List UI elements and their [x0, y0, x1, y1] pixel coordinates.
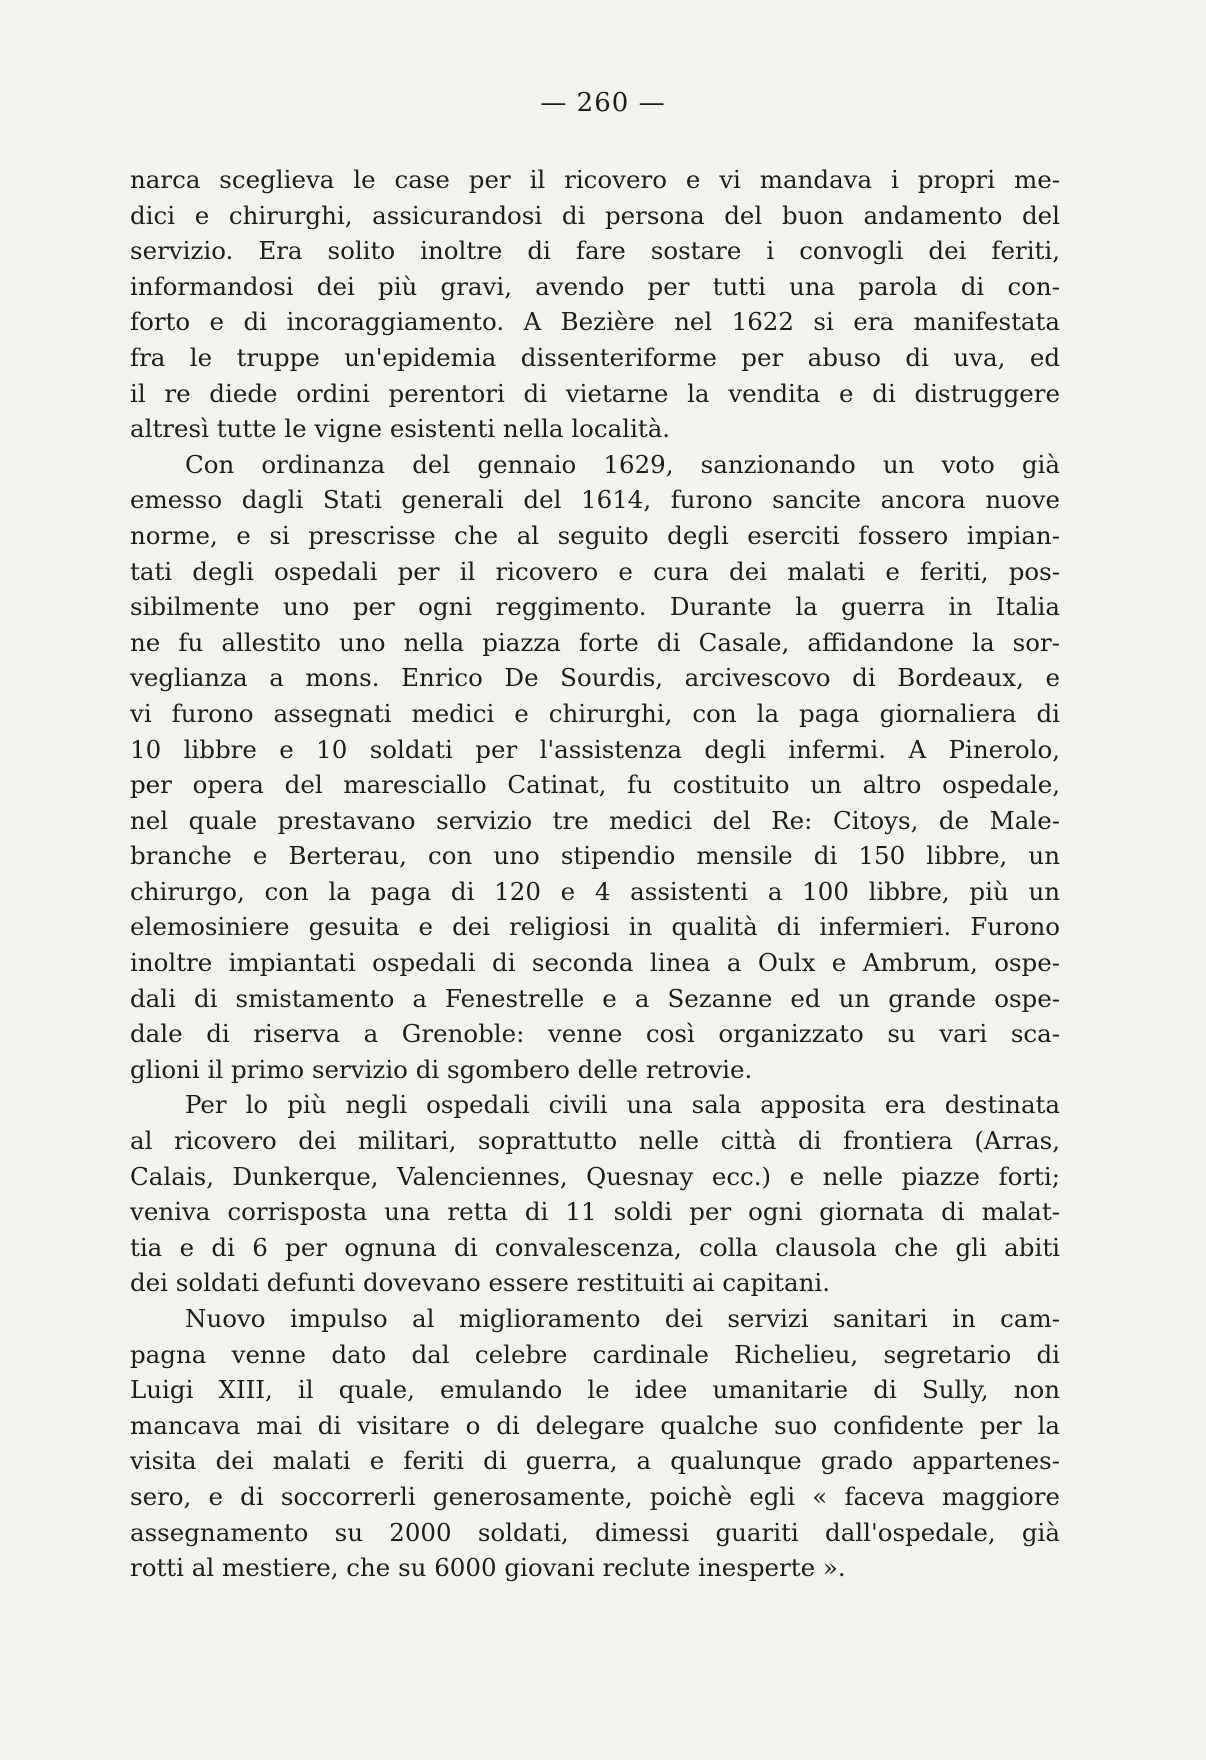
text-line: ne fu allestito uno nella piazza forte di Casale, affidandone la sor- [130, 627, 1060, 657]
text-line: inoltre impiantati ospedali di seconda linea a Oulx e Ambrum, ospe- [130, 948, 1060, 978]
text-line: dale di riserva a Grenoble: venne così organizzato su vari sca- [130, 1019, 1060, 1049]
text-line: nel quale prestavano servizio tre medici del Re: Citoys, de Male- [130, 805, 1060, 835]
paragraph [130, 1301, 1060, 1586]
paragraph [130, 447, 1060, 1088]
text-line: assegnamento su 2000 soldati, dimessi guariti dall'ospedale, già [130, 1517, 1060, 1547]
text-line: norme, e si prescrisse che al seguito degli eserciti fossero impian- [130, 520, 1060, 550]
text-line: tia e di 6 per ognuna di convalescenza, colla clausola che gli abiti [130, 1232, 1060, 1262]
text-line: altresì tutte le vigne esistenti nella località. [130, 414, 671, 444]
text-line: servizio. Era solito inoltre di fare sostare i convogli dei feriti, [130, 236, 1060, 266]
text-line: emesso dagli Stati generali del 1614, furono sancite ancora nuove [130, 485, 1060, 515]
text-line: Calais, Dunkerque, Valenciennes, Quesnay ecc.) e nelle piazze forti; [130, 1161, 1060, 1191]
paragraph [130, 162, 1060, 447]
text-line: Luigi XIII, il quale, emulando le idee umanitarie di Sully, non [130, 1375, 1060, 1405]
text-line: sero, e di soccorrerli generosamente, poichè egli « faceva maggiore [130, 1481, 1060, 1511]
text-line: Nuovo impulso al miglioramento dei servizi sanitari in cam- [185, 1304, 1060, 1333]
text-line: sibilmente uno per ogni reggimento. Durante la guerra in Italia [130, 592, 1060, 622]
text-line: per opera del maresciallo Catinat, fu costituito un altro ospedale, [130, 770, 1060, 800]
text-line: visita dei malati e feriti di guerra, a qualunque grado appartenes- [130, 1446, 1060, 1476]
text-line: al ricovero dei militari, soprattutto nelle città di frontiera (Arras, [130, 1126, 1060, 1156]
text-line: narca sceglieva le case per il ricovero e vi mandava i propri me- [130, 165, 1060, 194]
text-line: pagna venne dato dal celebre cardinale Richelieu, segretario di [130, 1339, 1060, 1369]
text-line: dici e chirurghi, assicurandosi di persona del buon andamento del [130, 200, 1060, 230]
text-line: informandosi dei più gravi, avendo per tutti una parola di con- [130, 271, 1060, 301]
text-line: vi furono assegnati medici e chirurghi, con la paga giornaliera di [130, 698, 1060, 728]
text-line: branche e Berterau, con uno stipendio mensile di 150 libbre, un [130, 841, 1060, 871]
text-line: elemosiniere gesuita e dei religiosi in qualità di infermieri. Furono [130, 912, 1060, 942]
text-line: mancava mai di visitare o di delegare qualche suo confidente per la [130, 1410, 1060, 1440]
text-line: fra le truppe un'epidemia dissenteriforme per abuso di uva, ed [130, 342, 1060, 372]
page-number: — 260 — [540, 88, 666, 118]
text-line: rotti al mestiere, che su 6000 giovani reclute inesperte ». [130, 1553, 846, 1583]
text-line: Con ordinanza del gennaio 1629, sanzionando un voto già [185, 449, 1060, 479]
text-line: dei soldati defunti dovevano essere restituiti ai capitani. [130, 1268, 831, 1298]
text-line: forto e di incoraggiamento. A Bezière nel 1622 si era manifestata [130, 307, 1060, 337]
text-line: 10 libbre e 10 soldati per l'assistenza degli infermi. A Pinerolo, [130, 734, 1060, 764]
text-line: veniva corrisposta una retta di 11 soldi per ogni giornata di malat- [130, 1197, 1060, 1227]
text-line: tati degli ospedali per il ricovero e cura dei malati e feriti, pos- [130, 556, 1060, 586]
paragraph [130, 1087, 1060, 1301]
text-line: chirurgo, con la paga di 120 e 4 assistenti a 100 libbre, più un [130, 876, 1060, 906]
text-line: Per lo più negli ospedali civili una sala apposita era destinata [185, 1090, 1060, 1120]
body-text [130, 162, 1060, 1586]
text-line: glioni il primo servizio di sgombero delle retrovie. [130, 1054, 753, 1084]
text-line: veglianza a mons. Enrico De Sourdis, arcivescovo di Bordeaux, e [130, 663, 1060, 693]
text-line: dali di smistamento a Fenestrelle e a Sezanne ed un grande ospe- [130, 983, 1060, 1013]
text-line: il re diede ordini perentori di vietarne la vendita e di distruggere [130, 378, 1060, 408]
